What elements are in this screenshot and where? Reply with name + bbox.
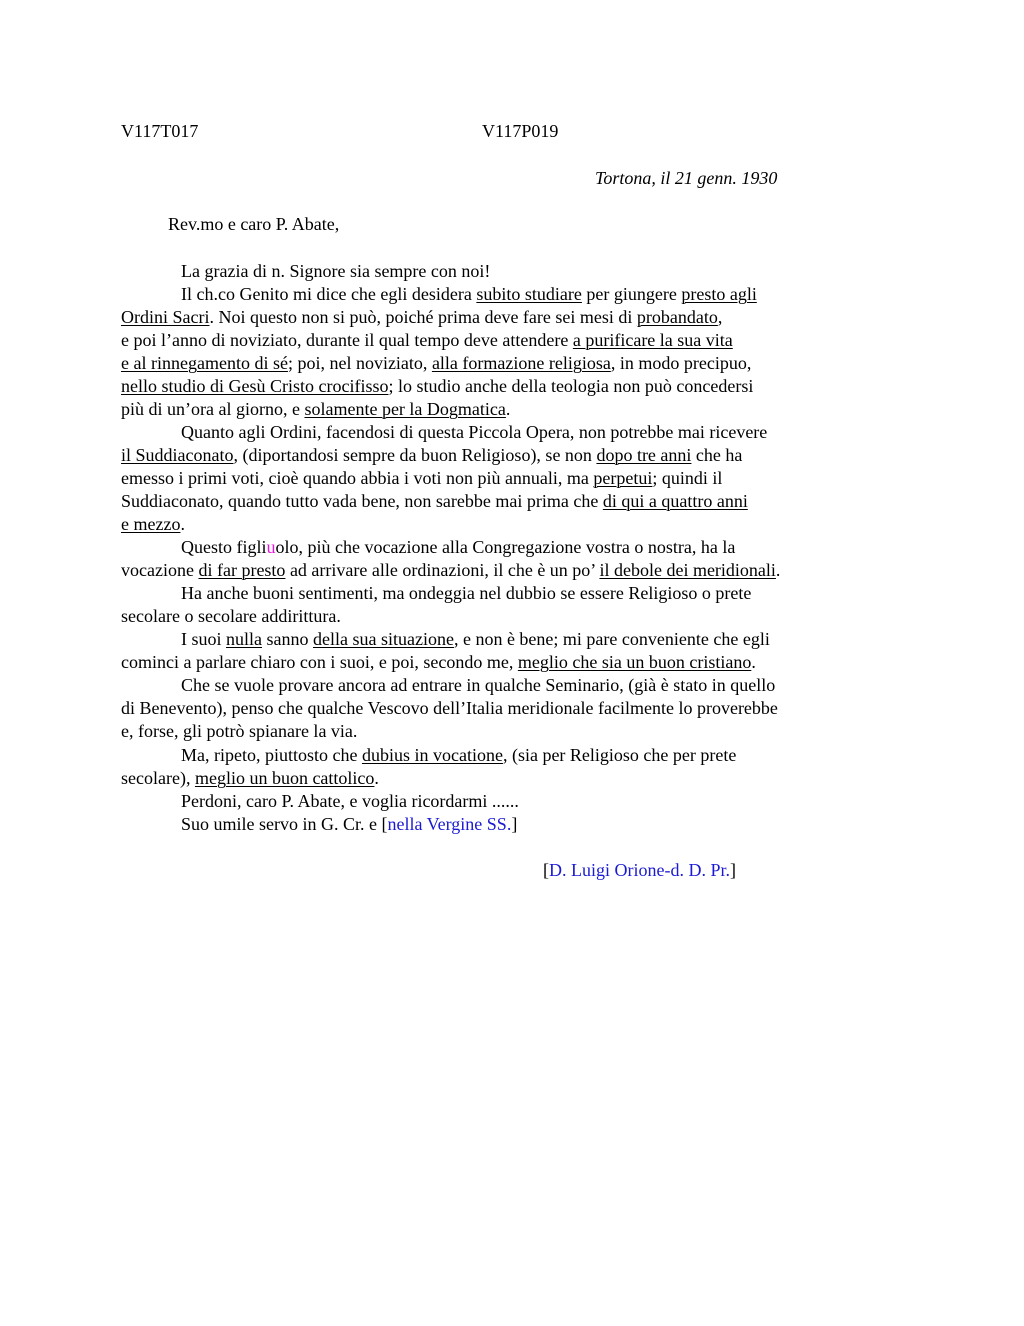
document-code-left: V117T017 bbox=[121, 121, 199, 141]
letter-date bbox=[595, 167, 777, 190]
text-run: più di un’ora al giorno, e bbox=[121, 399, 305, 419]
body-line bbox=[121, 467, 921, 490]
body-line bbox=[121, 352, 921, 375]
text-run: , bbox=[717, 307, 723, 327]
closing-line bbox=[181, 813, 981, 836]
underlined-text: alla formazione religiosa bbox=[431, 353, 611, 373]
bracket: [ bbox=[543, 860, 549, 880]
text-run: Suddiaconato, quando tutto vada bene, non sarebbe mai prima che bbox=[121, 491, 603, 511]
text-run: . bbox=[180, 514, 185, 534]
body-line bbox=[121, 375, 921, 398]
text-run: . bbox=[751, 652, 756, 672]
underlined-text: probandato bbox=[636, 307, 718, 327]
signature bbox=[543, 859, 736, 882]
body-line bbox=[121, 490, 921, 513]
text-run: ; poi, nel noviziato, bbox=[287, 353, 432, 373]
underlined-text: il Suddiaconato bbox=[121, 445, 234, 465]
document-code-right: V117P019 bbox=[482, 121, 559, 141]
editorial-insertion: nella Vergine SS. bbox=[387, 814, 512, 834]
body-line: La grazia di n. Signore sia sempre con noi! bbox=[181, 261, 491, 281]
text-run: Questo figli bbox=[181, 537, 267, 557]
body-line bbox=[121, 651, 921, 674]
text-run: I suoi bbox=[181, 629, 226, 649]
underlined-text: meglio un buon cattolico bbox=[194, 768, 375, 788]
underlined-text: e al rinnegamento di sé bbox=[121, 353, 288, 373]
salutation: Rev.mo e caro P. Abate, bbox=[168, 214, 340, 234]
signature-name: D. Luigi Orione-d. D. Pr. bbox=[549, 860, 730, 880]
underlined-text: a purificare la sua vita bbox=[572, 330, 733, 350]
underlined-text: Ordini Sacri bbox=[121, 307, 210, 327]
text-run: . bbox=[374, 768, 379, 788]
underlined-text: perpetui bbox=[593, 468, 653, 488]
body-line bbox=[121, 559, 921, 582]
text-run: , (diportandosi sempre da buon Religioso), se non bbox=[233, 445, 597, 465]
body-line bbox=[181, 283, 981, 306]
text-run: ; quindi il bbox=[652, 468, 723, 488]
body-line: secolare o secolare addirittura. bbox=[121, 606, 341, 626]
body-line bbox=[121, 306, 921, 329]
text-run: ] bbox=[511, 814, 518, 834]
text-run: Ma, ripeto, piuttosto che bbox=[181, 745, 362, 765]
underlined-text: di far presto bbox=[198, 560, 286, 580]
body-line: Ha anche buoni sentimenti, ma ondeggia nel dubbio se essere Religioso o prete bbox=[181, 583, 752, 603]
text-run: , (sia per Religioso che per prete bbox=[502, 745, 737, 765]
underlined-text: dubius in vocatione bbox=[361, 745, 503, 765]
body-line: Quanto agli Ordini, facendosi di questa Piccola Opera, non potrebbe mai ricevere bbox=[181, 422, 768, 442]
text-run: Il ch.co Genito mi dice che egli desidera bbox=[181, 284, 477, 304]
text-run: vocazione bbox=[121, 560, 199, 580]
underlined-text: della sua situazione bbox=[313, 629, 454, 649]
text-run: , in modo precipuo, bbox=[610, 353, 752, 373]
underlined-text: subito studiare bbox=[476, 284, 582, 304]
text-run: . bbox=[775, 560, 781, 580]
text-run: ; lo studio anche della teologia non può concedersi bbox=[388, 376, 754, 396]
text-run: , e non è bene; mi pare conveniente che egli bbox=[453, 629, 770, 649]
body-line: di Benevento), penso che qualche Vescovo dell’Italia meridionale facilmente lo proverebbe bbox=[121, 698, 778, 718]
underlined-text: solamente per la Dogmatica bbox=[304, 399, 506, 419]
text-run: per giungere bbox=[581, 284, 682, 304]
text-run: secolare), bbox=[121, 768, 195, 788]
body-line bbox=[121, 329, 921, 352]
text-run: Suo umile servo in G. Cr. e [ bbox=[181, 814, 388, 834]
underlined-text: di qui a quattro anni bbox=[602, 491, 748, 511]
underlined-text: nulla bbox=[226, 629, 262, 649]
text-run: . Noi questo non si può, poiché prima deve fare sei mesi di bbox=[209, 307, 637, 327]
body-line bbox=[181, 536, 981, 559]
corrected-letter: u bbox=[266, 537, 276, 557]
body-line bbox=[121, 398, 921, 421]
body-line bbox=[181, 628, 981, 651]
underlined-text: meglio che sia un buon cristiano bbox=[517, 652, 752, 672]
text-run: emesso i primi voti, cioè quando abbia i voti non più annuali, ma bbox=[121, 468, 594, 488]
underlined-text: presto agli bbox=[681, 284, 757, 304]
underlined-text: il debole dei meridionali bbox=[599, 560, 776, 580]
text-run: . bbox=[505, 399, 511, 419]
text-run: sanno bbox=[262, 629, 313, 649]
body-line bbox=[121, 767, 921, 790]
text-run: cominci a parlare chiaro con i suoi, e poi, secondo me, bbox=[121, 652, 518, 672]
letter-date-text: Tortona, il 21 genn. 1930 bbox=[595, 168, 778, 188]
underlined-text: dopo tre anni bbox=[596, 445, 692, 465]
body-line: Che se vuole provare ancora ad entrare in qualche Seminario, (già è stato in quello bbox=[181, 675, 776, 695]
bracket: ] bbox=[729, 860, 736, 880]
body-line bbox=[121, 444, 921, 467]
body-line: e, forse, gli potrò spianare la via. bbox=[121, 721, 358, 741]
body-line: Perdoni, caro P. Abate, e voglia ricordarmi ...... bbox=[181, 791, 519, 811]
underlined-text: e mezzo bbox=[121, 514, 181, 534]
text-run: e poi l’anno di noviziato, durante il qual tempo deve attendere bbox=[121, 330, 573, 350]
text-run: ad arrivare alle ordinazioni, il che è un po’ bbox=[285, 560, 600, 580]
body-line bbox=[121, 513, 921, 536]
body-line bbox=[181, 744, 981, 767]
text-run: che ha bbox=[691, 445, 743, 465]
underlined-text: nello studio di Gesù Cristo crocifisso bbox=[121, 376, 389, 396]
text-run: olo, più che vocazione alla Congregazione vostra o nostra, ha la bbox=[275, 537, 736, 557]
